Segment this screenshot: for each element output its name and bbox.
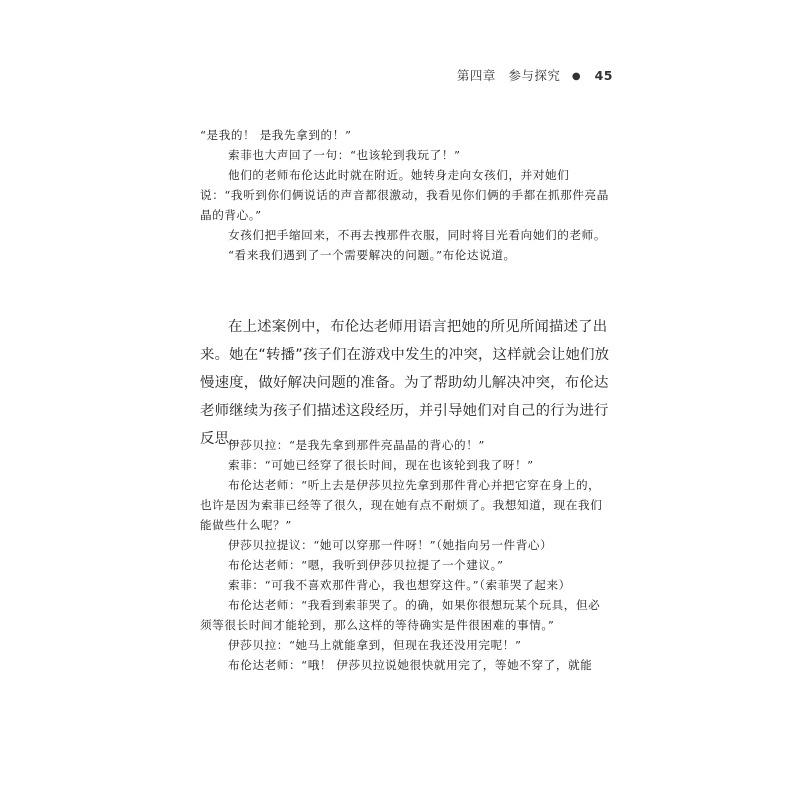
dialogue-block-1 xyxy=(200,125,612,265)
dialogue-paragraph: 布伦达老师：“听上去是伊莎贝拉先拿到那件背心并把它穿在身上的，也许是因为索菲已经等了很久，现在她有点不耐烦了。我想知道，现在我们能做些什么呢？” xyxy=(200,478,603,532)
page-number: 45 xyxy=(594,68,613,83)
chapter-title: 参与探究 xyxy=(508,68,561,83)
running-header xyxy=(457,66,613,84)
analysis-paragraph: 在上述案例中，布伦达老师用语言把她的所见所闻描述了出来。她在“转播”孩子们在游戏中发生的冲突，这样就会让她们放慢速度，做好解决问题的准备。为了帮助幼儿解决冲突，布伦达老师继续为孩子们描述这段经历，并引导她们对自己的行为进行反思。 xyxy=(200,319,610,447)
dialogue-line: 女孩们把手缩回来，不再去拽那件衣服，同时将目光看向她们的老师。 xyxy=(228,228,607,242)
dialogue-line: 索菲也大声回了一句：“也该轮到我玩了！” xyxy=(228,148,461,162)
dialogue-line: “是我的！ 是我先拿到的！” xyxy=(200,128,352,142)
dialogue-line: 索菲：“可我不喜欢那件背心，我也想穿这件。”（索菲哭了起来） xyxy=(228,578,571,592)
dialogue-line: 索菲：“可她已经穿了很长时间，现在也该轮到我了呀！” xyxy=(228,458,534,472)
separator-dot: ● xyxy=(571,71,582,82)
analysis-paragraph-block xyxy=(200,313,612,453)
dialogue-paragraph: 他们的老师布伦达此时就在附近。她转身走向女孩们，并对她们说：“我听到你们俩说话的声音都很激动，我看见你们俩的手都在抓那件亮晶晶的背心。” xyxy=(200,168,609,222)
dialogue-paragraph: 布伦达老师：“我看到索菲哭了。的确，如果你很想玩某个玩具，但必须等很长时间才能轮到，那么这样的等待确实是件很困难的事情。” xyxy=(200,598,601,632)
dialogue-line: 布伦达老师：“嗯，我听到伊莎贝拉提了一个建议。” xyxy=(228,558,504,572)
dialogue-line: 伊莎贝拉：“是我先拿到那件亮晶晶的背心的！” xyxy=(228,438,485,452)
dialogue-line: 布伦达老师：“哦！ 伊莎贝拉说她很快就用完了，等她不穿了，就能 xyxy=(228,658,593,672)
dialogue-line: “看来我们遇到了一个需要解决的问题。”布伦达说道。 xyxy=(228,248,516,262)
chapter-label: 第四章 xyxy=(456,68,496,83)
dialogue-line: 伊莎贝拉：“她马上就能拿到，但现在我还没用完呢！” xyxy=(228,638,522,652)
dialogue-line: 伊莎贝拉提议：“她可以穿那一件呀！”（她指向另一件背心） xyxy=(228,538,553,552)
dialogue-block-2 xyxy=(200,435,612,675)
